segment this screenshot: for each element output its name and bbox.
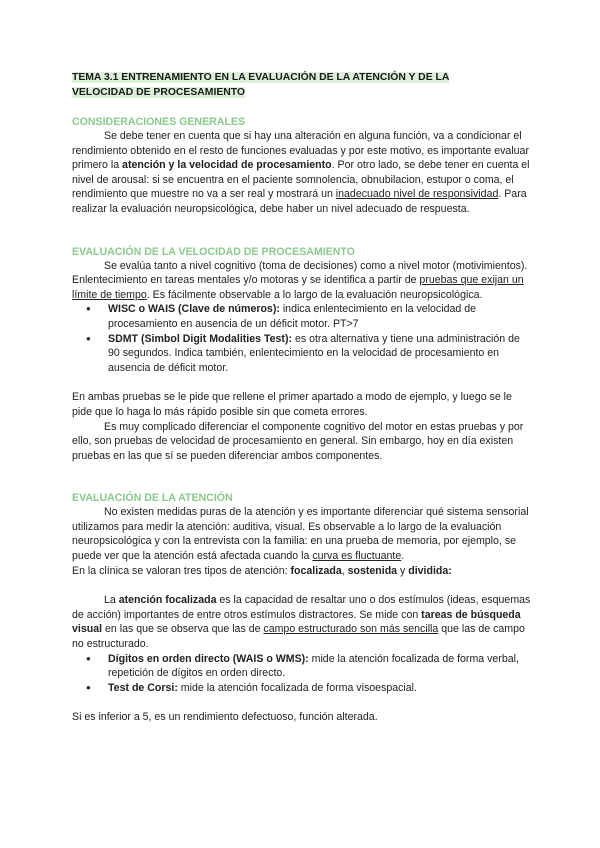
list-item: ● WISC o WAIS (Clave de números): indica enlentecimiento en la velocidad de procesamiento en ausencia de un déficit motor. PT>7 — [108, 302, 532, 331]
list-item: ● SDMT (Simbol Digit Modalities Test): es otra alternativa y tiene una administración de 90 segundos. Indica también, enlentecimiento en la velocidad de procesamiento en ausencia de déficit motor. — [108, 332, 532, 376]
list-item: ● Test de Corsi: mide la atención focalizada de forma visoespacial. — [108, 681, 532, 696]
underline-responsividad: inadecuado nivel de responsividad — [335, 188, 499, 201]
paragraph-atencion-final: Si es inferior a 5, es un rendimiento defectuoso, función alterada. — [72, 711, 378, 724]
document-title — [72, 70, 532, 100]
paragraph-atencion-2: En la clínica se valoran tres tipos de atención: focalizada, sostenida y dividida: — [72, 564, 452, 577]
title-line-1: TEMA 3.1 ENTRENAMIENTO EN LA EVALUACIÓN DE LA ATENCIÓN Y DE LA — [72, 72, 450, 83]
title-line-2: VELOCIDAD DE PROCESAMIENTO — [72, 87, 246, 98]
paragraph-atencion-focalizada: La atención focalizada es la capacidad de resaltar uno o dos estímulos (ideas, esquemas de acción) importantes de entre otros estímulos distractores. Se mide con tareas de búsqueda visual en las que se observa que las de campo estructurado son más sencilla que las de campo no estructurado. — [72, 594, 531, 651]
paragraph-velocidad-3: Es muy complicado diferenciar el componente cognitivo del motor en estas pruebas y por ello, son pruebas de velocidad de procesamiento en general. Sin embargo, hoy en día existen pruebas en las que sí se pueden diferenciar ambos componentes. — [72, 420, 524, 462]
underline-curva-fluctuante: curva es fluctuante — [312, 550, 402, 563]
section-heading-velocidad: EVALUACIÓN DE LA VELOCIDAD DE PROCESAMIENTO — [72, 245, 355, 258]
section-heading-generales: CONSIDERACIONES GENERALES — [72, 116, 246, 128]
paragraph-atencion-1: No existen medidas puras de la atención y es importante diferenciar qué sistema sensorial utilizamos para medir la atención: auditiva, visual. Es observable a lo largo de la evaluación neuropsicológica y con la entrevista con la familia: en una prueba de memoria, por ejemplo, se puede ver que la atención está afectada cuando la curva es fluctuante. — [72, 506, 529, 563]
paragraph-velocidad-2: En ambas pruebas se le pide que rellene el primer apartado a modo de ejemplo, y luego se le pide que lo haga lo más rápido posible sin que cometa errores. — [72, 391, 512, 418]
highlight-atencion-velocidad: atención y la velocidad de procesamiento — [122, 159, 332, 172]
underline-campo-estructurado: campo estructurado son más sencilla — [263, 623, 439, 636]
document-content — [72, 70, 532, 725]
paragraph-generales: Se debe tener en cuenta que si hay una alteración en alguna función, va a condicionar el rendimiento obtenido en el resto de funciones evaluadas y por este motivo, es importante evaluar primero la atención y la velocidad de procesamiento. Por otro lado, se debe tener en cuenta el nivel de arousal: si se encuentra en el paciente somnolencia, obnubilacion, estupor o coma, el rendimiento que muestre no va a ser real y mostrará un inadecuado nivel de responsividad. Para realizar la evaluación neuropsicológica, debe haber un nivel adecuado de respuesta. — [72, 130, 530, 215]
section-heading-atencion: EVALUACIÓN DE LA ATENCIÓN — [72, 492, 233, 505]
list-atencion-tests — [72, 652, 532, 696]
list-item: ● Dígitos en orden directo (WAIS o WMS): mide la atención focalizada de forma verbal, repetición de dígitos en orden directo. — [108, 652, 532, 681]
list-velocidad-tests — [72, 302, 532, 375]
underline-limite-tiempo: pruebas que exijan un límite de tiempo — [72, 274, 524, 301]
paragraph-velocidad-1: Se evalúa tanto a nivel cognitivo (toma de decisiones) como a nivel motor (motivimientos). Enlentecimiento en tareas mentales y/o motoras y se identifica a partir de pruebas que exijan un límite de tiempo. Es fácilmente observable a lo largo de la evaluación neuropsicológica. — [72, 259, 528, 301]
